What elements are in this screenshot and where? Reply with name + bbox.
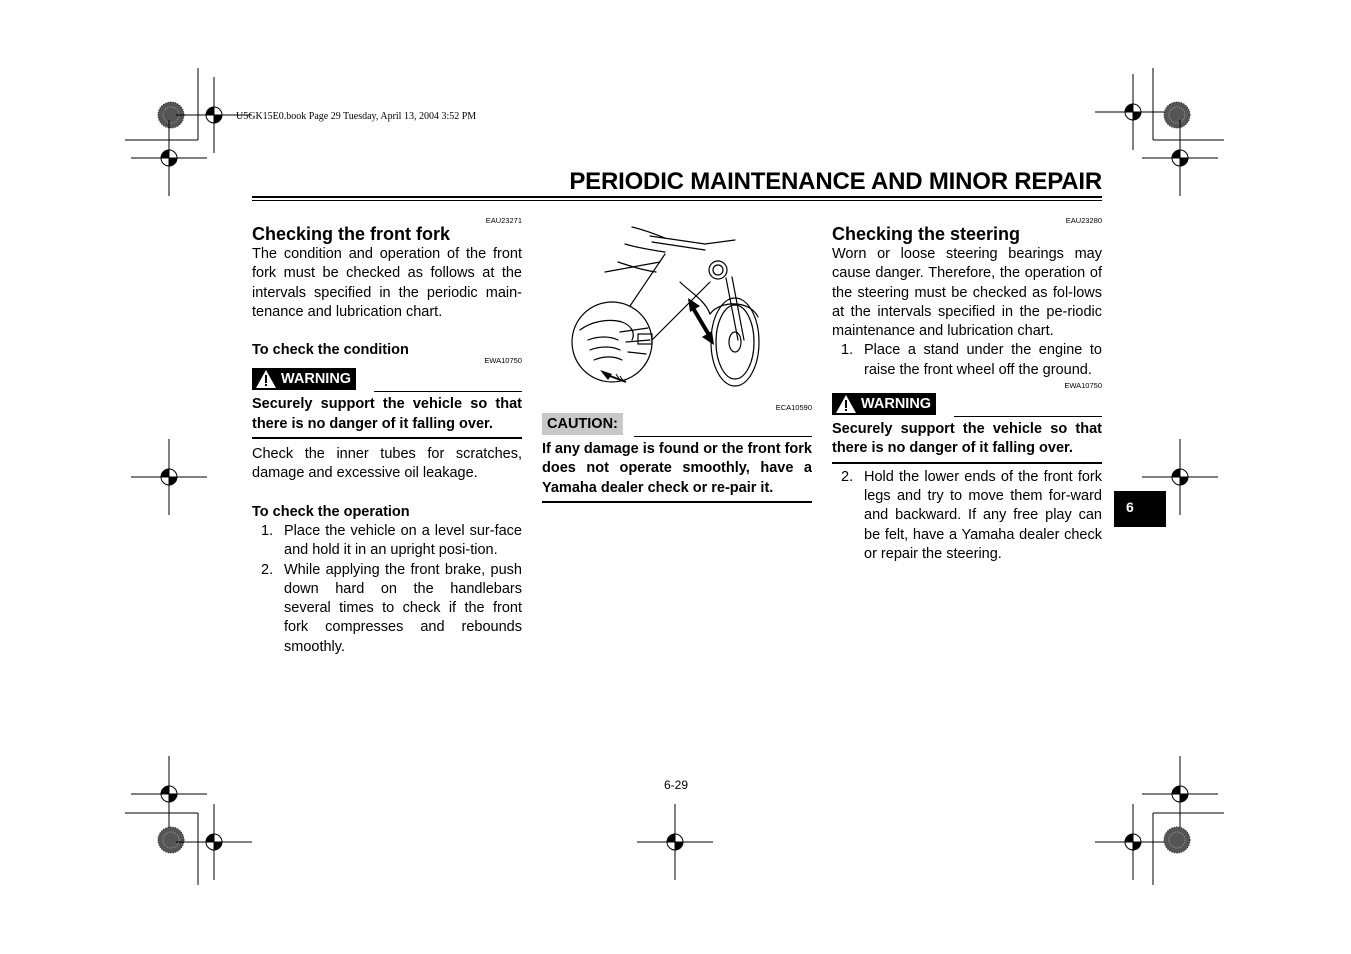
column-steering xyxy=(832,223,1102,564)
caution-rule xyxy=(634,436,812,437)
condition-text: Check the inner tubes for scratches, damage and excessive oil leakage. xyxy=(252,446,522,482)
column-front-fork xyxy=(252,223,522,657)
warning-rule xyxy=(954,416,1102,417)
caution-badge: CAUTION: xyxy=(542,413,623,435)
intro-text: The condition and operation of the front fork must be checked as follows at the intervals specified in the periodic main-tenance and lubrication chart. xyxy=(252,246,522,320)
warning-label: WARNING xyxy=(281,371,352,388)
warning-label: WARNING xyxy=(861,396,932,413)
registration-target-icon xyxy=(1095,804,1171,880)
registration-target-icon xyxy=(131,756,207,832)
warning-code: EWA10750 xyxy=(1064,381,1102,391)
section-heading: Checking the steering xyxy=(832,224,1021,244)
section-code: EAU23271 xyxy=(485,216,522,225)
steering-steps xyxy=(832,341,1102,380)
warning-box xyxy=(832,393,1102,417)
registration-target-icon xyxy=(131,439,207,515)
front-fork-illustration xyxy=(560,222,800,397)
color-calibration-disc-icon xyxy=(1164,827,1190,853)
print-slug: U5GK15E0.book Page 29 Tuesday, April 13, 2004 3:52 PM xyxy=(236,111,477,122)
warning-end-rule xyxy=(832,462,1102,464)
warning-end-rule xyxy=(252,437,522,439)
warning-text: Securely support the vehicle so that there is no danger of it falling over. xyxy=(252,396,522,432)
chapter-tab: 6 xyxy=(1114,491,1166,527)
push-arrow-icon xyxy=(600,370,626,382)
warning-triangle-icon xyxy=(255,369,277,389)
page-title: PERIODIC MAINTENANCE AND MINOR REPAIR xyxy=(569,168,1102,195)
title-rule xyxy=(252,196,1102,198)
warning-box xyxy=(252,368,522,392)
registration-target-icon xyxy=(176,804,252,880)
caution-text: If any damage is found or the front fork does not operate smoothly, have a Yamaha dealer check or re-pair it. xyxy=(542,441,812,496)
warning-rule xyxy=(374,391,522,392)
warning-badge xyxy=(832,393,936,415)
warning-code: EWA10750 xyxy=(484,356,522,366)
caution-end-rule xyxy=(542,501,812,503)
operation-steps xyxy=(252,522,522,657)
section-heading: Checking the front fork xyxy=(252,224,451,244)
color-calibration-disc-icon xyxy=(1164,102,1190,128)
column-caution xyxy=(542,413,812,503)
steering-steps-continued xyxy=(832,468,1102,564)
list-item: 2. Hold the lower ends of the front fork legs and try to move them for-ward and backward. If any free play can be felt, have a Yamaha dealer check or repair the steering. xyxy=(841,468,1102,562)
title-rule-thin xyxy=(252,200,1102,201)
list-item: 1. Place the vehicle on a level sur-face and hold it in an upright posi-tion. xyxy=(261,522,522,559)
subheading-operation: To check the operation xyxy=(252,503,410,520)
intro-text: Worn or loose steering bearings may cause danger. Therefore, the operation of the steering must be checked as fol-lows at the intervals specified in the pe-riodic maintenance and lubrication chart. xyxy=(832,246,1102,340)
caution-box xyxy=(542,413,812,437)
warning-text: Securely support the vehicle so that there is no danger of it falling over. xyxy=(832,421,1102,457)
caution-code: ECA10590 xyxy=(775,403,812,412)
list-item: 1. Place a stand under the engine to raise the front wheel off the ground. xyxy=(841,342,1102,378)
movement-arrow-icon xyxy=(688,298,714,345)
registration-target-icon xyxy=(1095,74,1171,150)
color-calibration-disc-icon xyxy=(158,827,184,853)
registration-target-icon xyxy=(131,120,207,196)
registration-target-icon xyxy=(637,804,713,880)
warning-triangle-icon xyxy=(835,394,857,414)
warning-badge xyxy=(252,368,356,390)
page-number: 6-29 xyxy=(664,778,689,792)
section-code: EAU23280 xyxy=(1065,216,1102,225)
subheading-condition: To check the condition xyxy=(252,342,409,359)
list-item: 2. While applying the front brake, push down hard on the handlebars several times to check if the front fork compresses and rebounds smoothly. xyxy=(261,561,522,655)
